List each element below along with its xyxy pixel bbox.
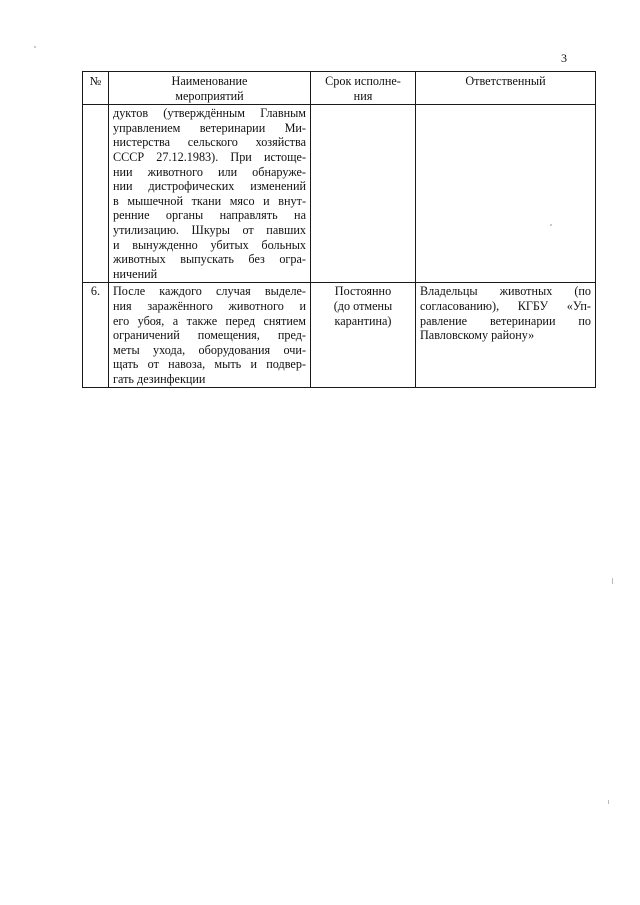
text-line: ния заражённого животного и xyxy=(113,298,306,313)
header-name-line: Наименование xyxy=(171,74,248,88)
table-row xyxy=(83,105,596,283)
table-row xyxy=(83,283,596,388)
measures-table xyxy=(82,71,596,388)
text-line: управлением ветеринарии Ми- xyxy=(113,120,306,135)
text-line: животных выпускать без огра- xyxy=(113,252,306,267)
text-line: в мышечной ткани мясо и внут- xyxy=(113,193,306,208)
scan-speck xyxy=(550,224,552,226)
scan-speck xyxy=(608,800,609,804)
text-line: (до отмены xyxy=(333,298,393,313)
row-number: 6. xyxy=(83,283,109,388)
text-line: Владельцы животных (по xyxy=(420,284,591,299)
text-line: ренние органы направлять на xyxy=(113,208,306,223)
text-line: СССР 27.12.1983). При истоще- xyxy=(113,149,306,164)
text-line: согласованию), КГБУ «Уп- xyxy=(420,298,591,313)
scan-speck xyxy=(34,46,36,48)
text-line: гать дезинфекции xyxy=(113,371,206,386)
text-line: его убоя, а также перед снятием xyxy=(113,313,306,328)
text-line: нии животного или обнаруже- xyxy=(113,164,306,179)
header-responsible: Ответственный xyxy=(416,72,596,105)
header-name xyxy=(109,72,311,105)
text-line: и вынужденно убитых больных xyxy=(113,237,306,252)
text-line: ничений xyxy=(113,266,158,281)
text-line: нии дистрофических изменений xyxy=(113,179,306,194)
text-line: меты ухода, оборудования очи- xyxy=(113,342,306,357)
header-number: № xyxy=(83,72,109,105)
text-line: карантина) xyxy=(334,313,392,328)
table-header-row xyxy=(83,72,596,105)
row-number xyxy=(83,105,109,283)
header-term xyxy=(311,72,416,105)
text-line: Постоянно xyxy=(334,284,392,299)
header-term-line: Срок исполне- xyxy=(325,74,401,88)
text-line: ограничений помещения, пред- xyxy=(113,328,306,343)
row-measure-name xyxy=(109,105,311,283)
row-term xyxy=(311,283,416,388)
row-term xyxy=(311,105,416,283)
row-responsible xyxy=(416,283,596,388)
header-term-line: ния xyxy=(353,88,373,103)
text-line: После каждого случая выделе- xyxy=(113,284,306,299)
page-number: 3 xyxy=(561,51,567,65)
text-line: равление ветеринарии по xyxy=(420,313,591,328)
text-line: Павловскому району» xyxy=(420,328,535,343)
text-line: нистерства сельского хозяйства xyxy=(113,135,306,150)
header-name-line: мероприятий xyxy=(175,88,244,103)
text-line: щать от навоза, мыть и подвер- xyxy=(113,357,306,372)
text-line: утилизацию. Шкуры от павших xyxy=(113,222,306,237)
row-responsible xyxy=(416,105,596,283)
text-line: дуктов (утверждённым Главным xyxy=(113,106,306,121)
scan-speck xyxy=(612,578,613,584)
row-measure-name xyxy=(109,283,311,388)
